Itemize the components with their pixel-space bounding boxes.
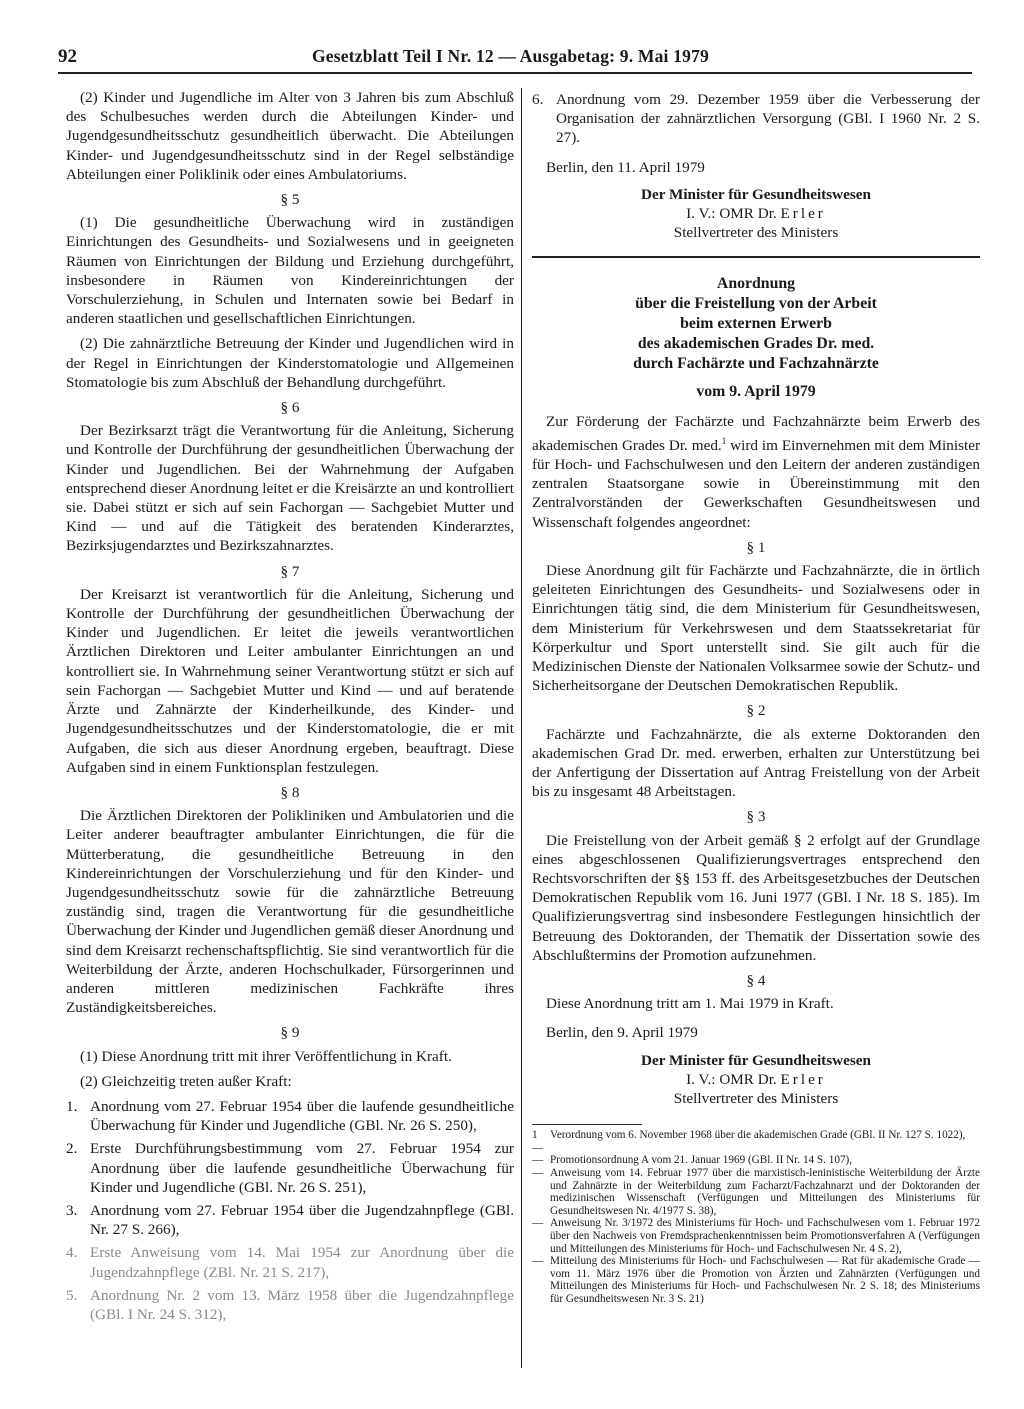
minister-title-1: Der Minister für Gesundheitswesen [641, 185, 871, 203]
footnote-text: Promotionsordnung A vom 21. Januar 1969 (GBl. II Nr. 14 S. 107), [550, 1154, 853, 1167]
paragraph-1: Diese Anordnung gilt für Fachärzte und Fachzahnärzte, die in örtlich geleiteten Einrichtungen des Gesundheits- und Sozialwesens oder in Einrichtungen tätig sind, die dem Ministerium für Gesundheitswesen, dem Ministerium für Verkehrswesen und dem Staatssekretariat für Körperkultur und Sport unterstellt sind. Sie gilt auch für die Medizinischen Dienste der Nationalen Volksarmee sowie der Schutz- und Sicherheitsorgane der Deutschen Demokratischen Republik. [532, 561, 980, 695]
section-6-heading: § 6 [280, 399, 300, 417]
title-line: des akademischen Grades Dr. med. [637, 335, 875, 353]
footnote-item [532, 1167, 980, 1217]
section-5-heading: § 5 [280, 191, 300, 209]
footnote-number: — [532, 1154, 544, 1167]
list-item [66, 1243, 514, 1281]
section-4-heading: § 4 [746, 971, 766, 989]
footnote-number: — [532, 1217, 544, 1230]
list-item-number: 4. [66, 1244, 78, 1262]
footnote-item [532, 1255, 980, 1305]
footnote-item [532, 1217, 980, 1255]
right-column [532, 88, 980, 1306]
column-divider [521, 88, 522, 1368]
preamble-part-b: wird im Einvernehmen mit dem Minister für Hoch- und Fachschulwesen und den Leitern der anderen zuständigen zentralen Staatsorgane sowie in Übereinstimmung mit den Zentralvorständen der Gewerkschaften Gesundheitswesen und Wissenschaft folgendes angeordnet: [532, 436, 981, 531]
paragraph-4-2: (2) Kinder und Jugendliche im Alter von 3 Jahren bis zum Abschluß des Schulbesuches werden durch die Abteilungen Kinder- und Jugendgesundheitsschutz gesundheitlich überwacht. Die Abteilungen Kinder- und Jugendgesundheitsschutz sind in der Regel selbständige Abteilungen einer Poliklinik oder eines Ambulatoriums. [66, 89, 514, 183]
footnote-number: — [532, 1255, 544, 1268]
footnote-text: Anweisung Nr. 3/1972 des Ministeriums für Hoch- und Fachschulwesen vom 1. Februar 1972 über den Nachweis von Fremdsprachenkenntnissen beim Promotionsverfahren A (Verfügungen und Mitteilungen des Ministeriums für Hoch- und Fachschulwesen Nr. 4 S. 2), [550, 1217, 980, 1255]
section-8-heading: § 8 [280, 783, 300, 801]
footnote-text: Anweisung vom 14. Februar 1977 über die marxistisch-leninistische Weiterbildung der Ärzte und Zahnärzte in der Weiterbildung zum Facharzt/Fachzahnarzt und der Doktoranden der medizinischen Wissenschaft (Verfügungen und Mitteilungen des Ministeriums für Gesundheitswesen Nr. 4/1977 S. 38), [550, 1166, 980, 1217]
section-7-heading: § 7 [280, 562, 300, 580]
repealed-list-continued [532, 90, 980, 148]
paragraph-9-1: (1) Diese Anordnung tritt mit ihrer Veröffentlichung in Kraft. [80, 1047, 452, 1065]
list-item-text: Erste Durchführungsbestimmung vom 27. Februar 1954 zur Anordnung über die laufende gesundheitliche Überwachung für Kinder und Jugendliche (GBl. Nr. 26 S. 251), [90, 1140, 514, 1196]
list-item-number: 5. [66, 1286, 78, 1304]
list-item-text: Erste Anweisung vom 14. Mai 1954 zur Anordnung über die Jugendzahnpflege (ZBl. Nr. 21 S. 217), [90, 1244, 514, 1281]
list-item-text: Anordnung vom 27. Februar 1954 über die Jugendzahnpflege (GBl. Nr. 27 S. 266), [90, 1201, 514, 1239]
footnote-item [532, 1154, 980, 1167]
title-line: Anordnung [716, 275, 796, 293]
footnote-marker: 1 [721, 435, 727, 446]
footnote-number: — [532, 1166, 544, 1179]
list-item-text: Anordnung vom 29. Dezember 1959 über die Verbesserung der Organisation der zahnärztlichen Versorgung (GBl. I 1960 Nr. 2 S. 27). [556, 91, 980, 147]
list-item-number: 2. [66, 1140, 78, 1158]
title-line: beim externen Erwerb [680, 315, 832, 333]
footnote-item [532, 1129, 980, 1154]
list-item [66, 1097, 514, 1135]
list-item [532, 90, 980, 148]
paragraph-6: Der Bezirksarzt trägt die Verantwortung für die Anleitung, Sicherung und Kontrolle der Durchführung der gesundheitlichen Überwachung der Kinder und Jugendlichen. Bei der Wahrnehmung der Aufgaben entsprechend dieser Anordnung leitet er die Kreisärzte an und kontrolliert sie. Dabei stützt er sich auf sein Fachorgan — Sachgebiet Mutter und Kind — und auf die Tätigkeit des beratenden Kinderarztes, Bezirksjugendarztes und Bezirkszahnarztes. [66, 422, 514, 555]
section-9-heading: § 9 [280, 1024, 300, 1042]
deputy-title-2: Stellvertreter des Ministers [673, 1089, 839, 1107]
footnotes [532, 1129, 980, 1305]
list-item-text: Anordnung vom 27. Februar 1954 über die laufende gesundheitliche Überwachung für Kinder und Jugendliche (GBl. Nr. 26 S. 250), [90, 1097, 514, 1135]
paragraph-7: Der Kreisarzt ist verantwortlich für die Anleitung, Sicherung und Kontrolle der Durchführung der gesundheitlichen Überwachung der Kinder und Jugendlichen. Er leitet die jeweils verantwortlichen Ärztlichen Direktoren und Leiter ambulanter Einrichtungen an und kontrolliert sie. In Wahrnehmung seiner Verantwortung stützt er sich auf sein Fachorgan — Sachgebiet Mutter und Kind — und auf beratende Ärzte und Zahnärzte der Kinderheilkunde, des Kinder- und Jugendgesundheitsschutzes und der Kinderstomatologie, die er mit Aufgaben, die sich aus dieser Anordnung ergeben, beauftragt. Diese Aufgaben sind in einem Funktionsplan festzulegen. [66, 585, 514, 776]
section-1-heading: § 1 [746, 538, 766, 556]
footnote-text: Verordnung vom 6. November 1968 über die akademischen Grade (GBl. II Nr. 127 S. 1022), [550, 1129, 966, 1142]
section-2-heading: § 2 [746, 702, 766, 720]
gazette-title: Gesetzblatt Teil I Nr. 12 — Ausgabetag: 9. Mai 1979 [312, 46, 709, 66]
minister-title-2: Der Minister für Gesundheitswesen [641, 1051, 871, 1069]
footnote-number: 1 — [532, 1129, 544, 1154]
paragraph-2: Fachärzte und Fachzahnärzte, die als externe Doktoranden den akademischen Grad Dr. med. erwerben, erhalten zur Unterstützung bei der Anfertigung der Dissertation auf Antrag Freistellung von der Arbeit bis zu insgesamt 48 Arbeitstagen. [532, 725, 980, 801]
signatory-name-1: Erler [780, 205, 826, 223]
left-column [66, 88, 514, 1328]
ordinance-title [532, 274, 980, 402]
paragraph-4: Diese Anordnung tritt am 1. Mai 1979 in Kraft. [546, 995, 834, 1013]
list-item-text: Anordnung Nr. 2 vom 13. März 1958 über die Jugendzahnpflege (GBl. I Nr. 24 S. 312), [90, 1286, 514, 1323]
title-date: vom 9. April 1979 [696, 383, 816, 401]
preamble [532, 412, 980, 531]
preamble-part-a: Zur Förderung der Fachärzte und Fachzahnärzte beim Erwerb des akademischen Grades Dr. med. [532, 413, 980, 454]
repealed-list [66, 1097, 514, 1324]
place-date-2: Berlin, den 9. April 1979 [546, 1024, 698, 1042]
title-line: durch Fachärzte und Fachzahnärzte [633, 355, 879, 373]
header-rule [58, 72, 972, 74]
list-item-number: 6. [532, 91, 544, 108]
footnote-rule [532, 1124, 642, 1125]
paragraph-5-2: (2) Die zahnärztliche Betreuung der Kinder und Jugendlichen wird in der Regel in Einrichtungen der Kinderstomatologie und Allgemeinen Stomatologie bis zum Abschluß der Behandlung durchgeführt. [66, 335, 514, 391]
title-line: über die Freistellung von der Arbeit [635, 295, 877, 313]
paragraph-3: Die Freistellung von der Arbeit gemäß § 2 erfolgt auf der Grundlage eines abgeschlossenen Qualifizierungsvertrages entsprechend den Rechtsvorschriften der §§ 153 ff. des Arbeitsgesetzbuches der Deutschen Demokratischen Republik vom 16. Juni 1977 (GBl. I Nr. 18 S. 185). Im Qualifizierungsvertrag sind insbesondere Festlegungen hinsichtlich der Betreuung des Doktoranden, der Thematik der Dissertation sowie des Abschlußtermins der Promotion aufzunehmen. [532, 831, 980, 964]
signatory-name-2: Erler [780, 1070, 826, 1088]
paragraph-9-2: (2) Gleichzeitig treten außer Kraft: [80, 1072, 292, 1090]
signature-prefix-2: I. V.: OMR Dr. [686, 1070, 777, 1088]
page-number: 92 [58, 46, 77, 67]
footnote-text: Mitteilung des Ministeriums für Hoch- und Fachschulwesen — Rat für akademische Grade — vom 11. März 1976 über die Promotion von Ärzten und Zahnärzten (Verfügungen und Mitteilungen des Ministeriums für Hoch- und Fachschulwesen Nr. 2 S. 18; des Ministeriums für Gesundheitswesen Nr. 3 S. 21) [550, 1255, 980, 1305]
page-header [58, 46, 972, 68]
section-3-heading: § 3 [746, 808, 766, 826]
signature-prefix-1: I. V.: OMR Dr. [686, 205, 777, 223]
list-item-number: 1. [66, 1097, 78, 1115]
paragraph-5-1: (1) Die gesundheitliche Überwachung wird in zuständigen Einrichtungen des Gesundheits- und Sozialwesens und in geeigneten Räumen von Einrichtungen der Bildung und Erziehung durchgeführt, insbesondere in Räumen von Kindereinrichtungen der Vorschulerziehung, in Schulen und Internaten sowie bei Bedarf in anderen staatlichen und gesellschaftlichen Einrichtungen. [66, 214, 514, 328]
signature-line-2 [532, 1070, 980, 1089]
list-item [66, 1201, 514, 1239]
signature-line-1 [532, 204, 980, 223]
section-separator [532, 256, 980, 258]
paragraph-8: Die Ärztlichen Direktoren der Polikliniken und Ambulatorien und die Leiter anderer beauftragter ambulanter Einrichtungen, die für die Mütterberatung, die gesundheitliche Betreuung in den Kindereinrichtungen der Vorschulerziehung und für den Kinder- und Jugendgesundheitsschutz sowie für die zahnärztliche Betreuung zuständig sind, tragen die Verantwortung für die gesundheitliche Überwachung der Kinder und Jugendlichen gemäß dieser Anordnung und sind dem Kreisarzt rechenschaftspflichtig. Sie sind verantwortlich für die Weiterbildung der Ärzte, anderen Hochschulkader, Fürsorgerinnen und anderen mittleren medizinischen Fachkräfte ihres Zuständigkeitsbereiches. [66, 807, 514, 1017]
list-item-number: 3. [66, 1201, 78, 1219]
list-item [66, 1286, 514, 1324]
place-date-1: Berlin, den 11. April 1979 [546, 158, 705, 176]
deputy-title-1: Stellvertreter des Ministers [673, 224, 839, 242]
list-item [66, 1139, 514, 1197]
